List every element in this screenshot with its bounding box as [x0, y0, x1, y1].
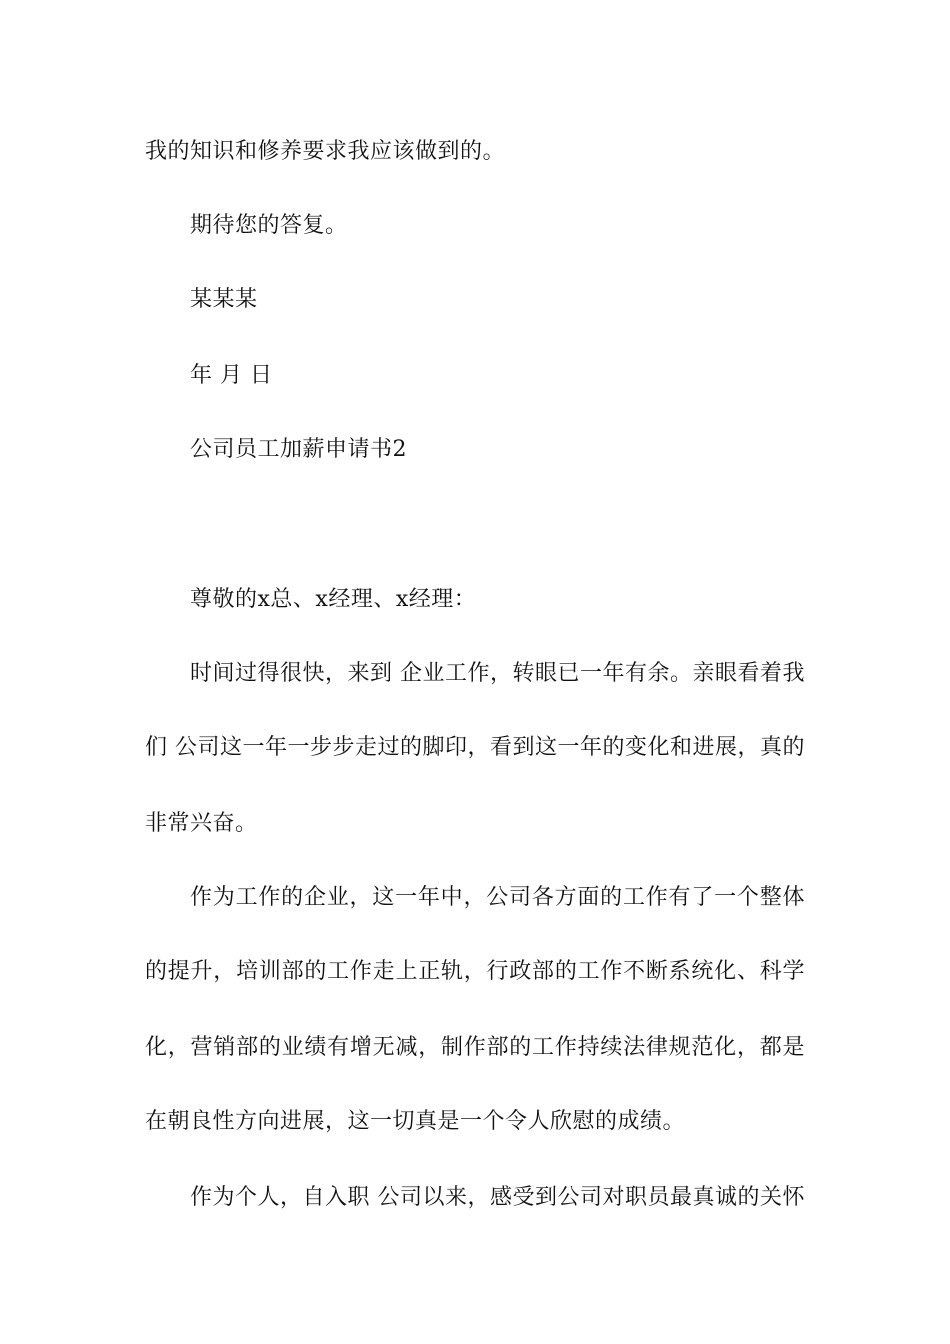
text-line: 我的知识和修养要求我应该做到的。	[145, 139, 506, 164]
section-title: 公司员工加薪申请书2	[190, 437, 407, 462]
paragraph-line: 作为个人，自入职 公司以来，感受到公司对职员最真诚的关怀	[190, 1185, 805, 1210]
paragraph-line: 化，营销部的业绩有增无减，制作部的工作持续法律规范化，都是	[145, 1035, 805, 1060]
signature-name: 某某某	[190, 287, 258, 312]
paragraph-line: 时间过得很快，来到 企业工作，转眼已一年有余。亲眼看着我	[190, 661, 805, 686]
paragraph-line: 非常兴奋。	[145, 811, 258, 836]
salutation: 尊敬的x总、x经理、x经理：	[190, 587, 477, 612]
paragraph-line: 的提升，培训部的工作走上正轨，行政部的工作不断系统化、科学	[145, 959, 805, 984]
paragraph-line: 在朝良性方向进展，这一切真是一个令人欣慰的成绩。	[145, 1109, 686, 1134]
paragraph-line: 作为工作的企业，这一年中，公司各方面的工作有了一个整体	[190, 885, 805, 910]
closing-line: 期待您的答复。	[190, 213, 348, 238]
paragraph-line: 们 公司这一年一步步走过的脚印，看到这一年的变化和进展，真的	[145, 735, 805, 760]
date-line: 年 月 日	[190, 363, 273, 388]
